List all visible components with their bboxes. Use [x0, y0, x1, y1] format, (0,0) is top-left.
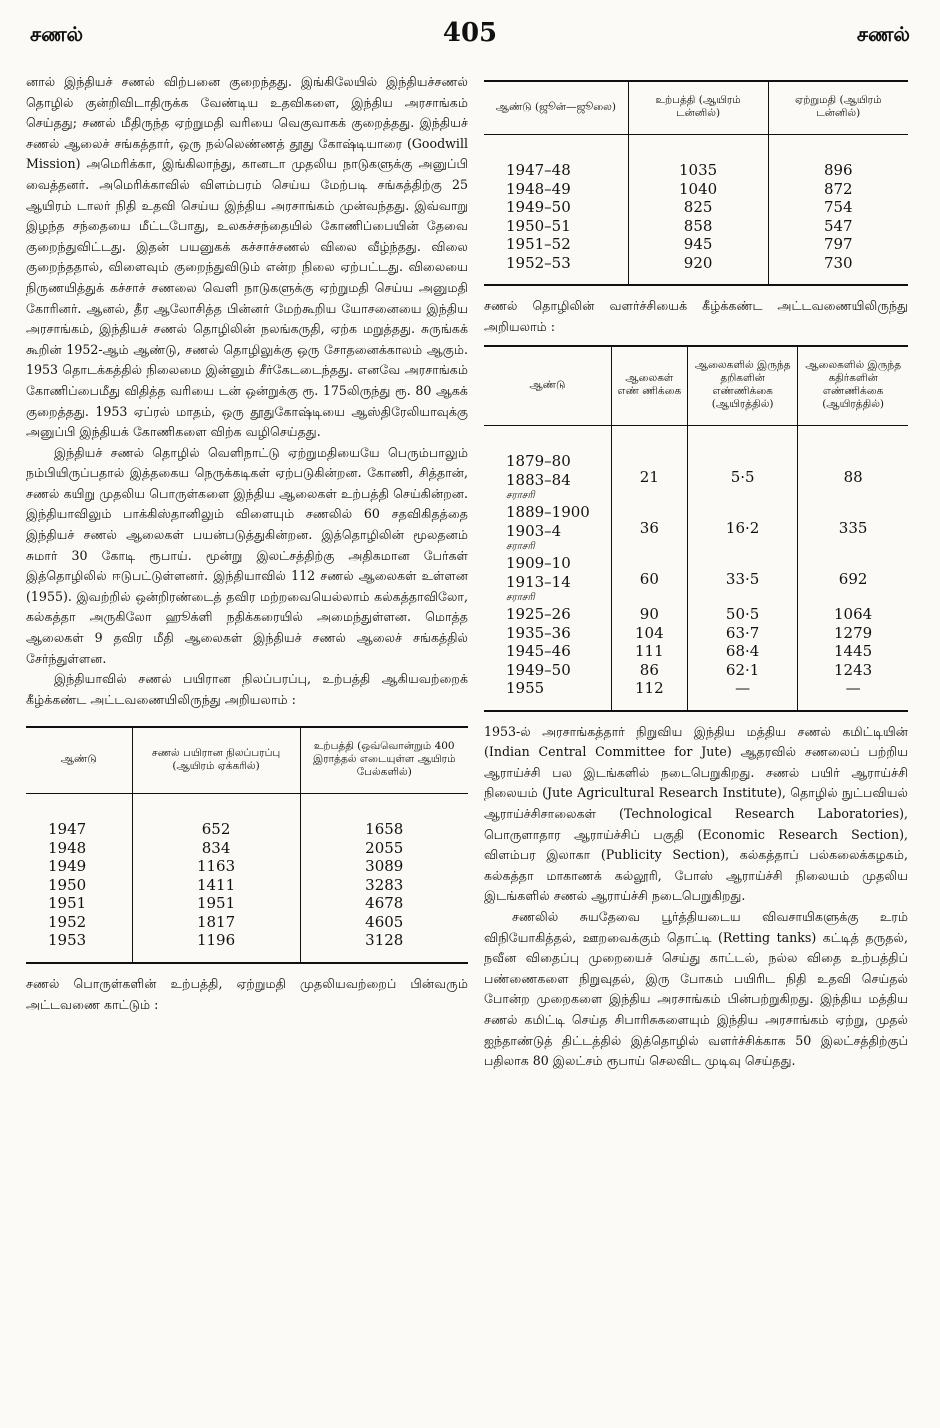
table-header: ஆலைகளில் இருந்த தறிகளின் எண்ணிக்கை (ஆயிரத்தில்)	[688, 346, 798, 426]
table-row	[484, 254, 908, 273]
table-cell: 5·5	[688, 452, 798, 503]
table-row	[26, 894, 468, 913]
table-cell: 1925–26	[506, 605, 571, 624]
acreage-production-table	[26, 726, 468, 964]
table-cell: 36	[611, 503, 687, 554]
table-cell: 1952–53	[506, 253, 571, 272]
table-cell: 920	[628, 254, 768, 273]
table-cell: 1935–36	[506, 623, 571, 642]
industry-growth-table	[484, 345, 908, 712]
table-cell: 1945–46	[506, 642, 571, 661]
average-label: சராசரி	[506, 490, 535, 502]
table-cell: 754	[768, 198, 908, 217]
running-header-left: சணல்	[30, 22, 84, 46]
table-cell: 1949–50	[506, 198, 571, 216]
table-cell: 1953	[48, 931, 87, 950]
table-header: உற்பத்தி (ஆயிரம் டன்னில்)	[628, 81, 768, 135]
table-spacer-row	[484, 135, 908, 162]
table-cell: 797	[768, 235, 908, 254]
year-range: 1889–1900	[506, 503, 590, 522]
table-cell: 858	[628, 217, 768, 236]
table-cell: 1243	[798, 661, 908, 680]
table-row	[484, 217, 908, 236]
table-cell: 1040	[628, 180, 768, 199]
table-cell: 896	[768, 161, 908, 180]
table-row	[484, 452, 908, 503]
table-cell: 1947–48	[506, 161, 571, 179]
table-cell: 1955	[506, 679, 545, 698]
table-cell: 90	[611, 605, 687, 624]
table-cell: 62·1	[688, 661, 798, 680]
table-header: உற்பத்தி (ஒவ்வொன்றும் 400 இராத்தல் எடையுள்ள ஆயிரம் பேல்களில்)	[300, 727, 468, 794]
left-table-caption: சணல் பொருள்களின் உற்பத்தி, ஏற்றுமதி முதலியவற்றைப் பின்வரும் அட்டவணை காட்டும் :	[26, 975, 468, 1012]
table-cell: 63·7	[688, 624, 798, 643]
right-column	[484, 80, 908, 1072]
table-cell: 1947	[48, 820, 87, 839]
table-header: ஆண்டு (ஜூன்—ஜூலை)	[484, 81, 628, 135]
left-column	[26, 72, 468, 1023]
table-cell: 16·2	[688, 503, 798, 554]
table-cell: 1279	[798, 624, 908, 643]
table-cell	[484, 503, 611, 554]
left-paragraph-1: னால் இந்தியச் சணல் விற்பனை குறைந்தது. இங்கிலேயில் இந்தியச்சணல் தொழில் குன்றிவிடாதிருக்க வேண்டிய உதவிகளை, இந்திய அரசாங்கம் செய்தது; சணல் மீதிருந்த ஏற்றுமதி வரியை வெகுவாகக் குறைத்தது. இந்தியச் சணல் ஆலைச் சங்கத்தார், ஒரு நல்லெண்ணத் தூது கோஷ்டியாரை (Goodwill Mission) அமெரிக்கா, இங்கிலாந்து, கானடா முதலிய நாடுகளுக்கு அனுப்பி வைத்தனர். அமெரிக்காவில் விளம்பரம் செய்ய மேற்படி சங்கத்திற்கு 25 ஆயிரம் டாலர் நிதி உதவி செய்ய இந்திய அரசாங்கம் முன்வந்தது. இவ்வாறு இழந்த சந்தையை மீட்டபோது, உலகச்சந்தையில் கோணிப்பையின் தேவை குறைந்துவிட்டது. இதன் பயனுகக் கச்சாச்சணல் விலை வீழ்ந்தது. விலை குறைந்ததால், விளைவும் குறைந்துவிடும் என்ற நிலை ஏற்பட்டது. விலையை நிருணயித்துக் கச்சாச் சணலை வெளி நாடுகளுக்கு ஏற்றுமதி செய்ய அனுமதி கோரினர். ஆனல், தீர ஆலோசித்த பின்னர் மேற்கூறிய யோசனையை இந்திய அரசாங்கம், இந்தியச் சணல் தொழிலின் நலங்கருதி, ஏற்க மறுத்தது. சுருங்கக் கூறின் 1952-ஆம் ஆண்டு, சணல் தொழிலுக்கு ஒரு சோதனைக்காலம் ஆகும். 1953 தொடக்கத்தில் நிலைமை இன்னும் சீர்கேடடைந்தது. எனவே அரசாங்கம் கோணிப்பைமீது விதித்த வரியை டன் ஒன்றுக்கு ரூ. 175லிருந்து ரூ. 80 ஆகக் குறைத்தது. 1953 ஏப்ரல் மாதம், ஒரு தூதுகோஷ்டியை ஆஸ்திரேலியாவுக்கு அனுப்பி இந்தியக் கோணிகளை விற்க வழிசெய்தது.	[26, 74, 468, 440]
table-cell: 1196	[132, 931, 300, 950]
table-cell: 1163	[132, 857, 300, 876]
table-cell: 1948	[48, 838, 87, 857]
table-spacer-row	[484, 426, 908, 453]
table-cell: 3128	[300, 931, 468, 950]
page-number: 405	[442, 18, 498, 48]
table-cell: —	[688, 679, 798, 698]
production-export-table	[484, 80, 908, 286]
right-paragraph-2: சணலில் சுயதேவை பூர்த்தியடைய விவசாயிகளுக்கு உரம் விநியோகித்தல், ஊறவைக்கும் தொட்டி (Retting tanks) கட்டித் தருதல், நவீன விதைப்பு முறையைச் செய்து காட்டல், நல்ல விதை உற்பத்திப் பண்ணைகளை நிறுவுதல், இரு போகம் பயிரிட நிதி உதவி செய்தல் போன்ற முறைகளை இந்திய அரசாங்கம் பின்பற்றுகிறது. இந்திய மத்திய சணல் கமிட்டி செய்த சிபாரிசுகளையும் இந்திய அரசாங்கம் ஏற்று, முதல் ஐந்தாண்டுத் திட்டத்தில் இத்தொழில் வளர்ச்சிக்காக 50 இலட்சத்திற்குப் பதிலாக 80 இலட்சம் ரூபாய் செலவிட முடிவு செய்தது.	[484, 909, 908, 1069]
table-cell: 104	[611, 624, 687, 643]
table-spacer-row	[484, 698, 908, 711]
running-header-right: சணல்	[856, 22, 910, 46]
table-row	[484, 235, 908, 254]
year-range: 1909–10	[506, 554, 571, 573]
table-cell: 1411	[132, 876, 300, 895]
table-cell: 86	[611, 661, 687, 680]
table-row	[484, 198, 908, 217]
table-row	[26, 876, 468, 895]
table-row	[484, 661, 908, 680]
table-cell: 1064	[798, 605, 908, 624]
table-cell: 547	[768, 217, 908, 236]
left-paragraph-2: இந்தியச் சணல் தொழில் வெளிநாட்டு ஏற்றுமதியையே பெரும்பாலும் நம்பியிருப்பதால் இத்தகைய நெருக்கடிகள் ஏற்படுகின்றன. கோணி, சித்தான், சணல் கயிறு முதலிய பொருள்களை இந்திய ஆலைகள் உற்பத்தி செய்கின்றன. இந்தியாவிலும் பாக்கிஸ்தானிலும் விளையும் சணலில் 60 சதவிகிதத்தை இந்தியச் சணல் ஆலைகள் பயன்படுத்துகின்றன. இத்தொழிலின் மூலதனம் சுமார் 30 கோடி ரூபாய். மூன்று இலட்சத்திற்கு அதிகமான பேர்கள் இத்தொழிலில் ஈடுபட்டுள்ளனர். இந்தியாவில் 112 சணல் ஆலைகள் உள்ளன (1955). இவற்றில் ஒன்றிரண்டைத் தவிர மற்றவையெல்லாம் கல்கத்தாவிலோ, கல்கத்தா அருகிலோ ஹூக்ளி நதிக்கரையில் அமைந்துள்ளன. மொத்த ஆலைகள் 9 தவிர மீதி ஆலைகள் இந்தியச் சணல் ஆலைச் சங்கத்தில் சேர்ந்துள்ளன.	[26, 444, 468, 666]
table-cell: 652	[132, 820, 300, 839]
table-spacer-row	[26, 950, 468, 963]
table-cell: 1951–52	[506, 235, 571, 253]
table-row	[484, 642, 908, 661]
table-cell: 4605	[300, 913, 468, 932]
year-range: 1913–14	[506, 572, 571, 591]
table-cell	[484, 554, 611, 605]
table-row	[484, 161, 908, 180]
table-row	[484, 554, 908, 605]
table-row	[26, 913, 468, 932]
year-range: 1903–4	[506, 521, 562, 540]
table-cell: 1951	[48, 894, 87, 913]
table-cell: 872	[768, 180, 908, 199]
table-cell: 1445	[798, 642, 908, 661]
table-spacer-row	[484, 272, 908, 285]
table-row	[484, 605, 908, 624]
table-cell: 68·4	[688, 642, 798, 661]
table-cell: 50·5	[688, 605, 798, 624]
table-cell: 33·5	[688, 554, 798, 605]
table-cell: 730	[768, 254, 908, 273]
table-cell: 1035	[628, 161, 768, 180]
table-row	[484, 503, 908, 554]
table-header: ஏற்றுமதி (ஆயிரம் டன்னில்)	[768, 81, 908, 135]
table-header: ஆலைகள் எண் ணிக்கை	[611, 346, 687, 426]
right-paragraph-1: 1953-ல் அரசாங்கத்தார் நிறுவிய இந்திய மத்திய சணல் கமிட்டியின் (Indian Central Committee for Jute) ஆதரவில் சணலைப் பற்றிய ஆராய்ச்சி பல இடங்களில் நடைபெறுகிறது. சணல் பயிர் ஆராய்ச்சி நிலையம் (Jute Agricultural Research Institute), தொழில் நுட்பவியல் ஆராய்ச்சிசாலைகள் (Technological Research Laboratories), பொருளாதார ஆராய்ச்சிப் பகுதி (Economic Research Section), விளம்பர இலாகா (Publicity Section), கல்கத்தாப் பல்கலைக்கழகம், கல்கத்தா மாகாணக் கல்லூரி, போஸ் ஆராய்ச்சி நிலையம் முதலிய இடங்களில் சணல் ஆராய்ச்சி நடைபெறுகிறது.	[484, 723, 908, 904]
average-label: சராசரி	[506, 541, 535, 553]
table-cell	[484, 452, 611, 503]
table-header: சணல் பயிரான நிலப்பரப்பு (ஆயிரம் ஏக்கரில்)	[132, 727, 300, 794]
table-row	[26, 820, 468, 839]
table-cell: 1950	[48, 875, 87, 894]
table-cell: 692	[798, 554, 908, 605]
table-cell: 1949–50	[506, 660, 571, 679]
table-cell: 2055	[300, 839, 468, 858]
year-range: 1883–84	[506, 470, 571, 489]
table-cell: 1817	[132, 913, 300, 932]
left-paragraph-3: இந்தியாவில் சணல் பயிரான நிலப்பரப்பு, உற்பத்தி ஆகியவற்றைக் கீழ்க்கண்ட அட்டவணையிலிருந்து அறியலாம் :	[26, 671, 468, 707]
table-cell: 21	[611, 452, 687, 503]
table-cell: 1658	[300, 820, 468, 839]
table-spacer-row	[26, 794, 468, 821]
right-table-caption: சணல் தொழிலின் வளர்ச்சியைக் கீழ்க்கண்ட அட்டவணையிலிருந்து அறியலாம் :	[484, 298, 908, 334]
table-cell: 335	[798, 503, 908, 554]
table-row	[26, 857, 468, 876]
table-cell: 60	[611, 554, 687, 605]
table-cell: 112	[611, 679, 687, 698]
table-header: ஆண்டு	[26, 727, 132, 794]
table-cell: 1949	[48, 857, 87, 876]
table-cell: 825	[628, 198, 768, 217]
table-row	[484, 180, 908, 199]
table-row	[484, 624, 908, 643]
table-row	[484, 679, 908, 698]
table-cell: 945	[628, 235, 768, 254]
table-header: ஆண்டு	[484, 346, 611, 426]
table-header: ஆலைகளில் இருந்த கதிர்களின் எண்ணிக்கை (ஆயிரத்தில்)	[798, 346, 908, 426]
table-cell: 3283	[300, 876, 468, 895]
table-cell: 1950–51	[506, 216, 571, 235]
table-cell: 1948–49	[506, 179, 571, 198]
table-cell: 4678	[300, 894, 468, 913]
table-row	[26, 931, 468, 950]
table-cell: —	[798, 679, 908, 698]
table-cell: 88	[798, 452, 908, 503]
table-cell: 834	[132, 839, 300, 858]
table-cell: 3089	[300, 857, 468, 876]
table-row	[26, 839, 468, 858]
table-cell: 1952	[48, 912, 87, 931]
year-range: 1879–80	[506, 452, 571, 471]
average-label: சராசரி	[506, 592, 535, 604]
table-cell: 111	[611, 642, 687, 661]
table-cell: 1951	[132, 894, 300, 913]
